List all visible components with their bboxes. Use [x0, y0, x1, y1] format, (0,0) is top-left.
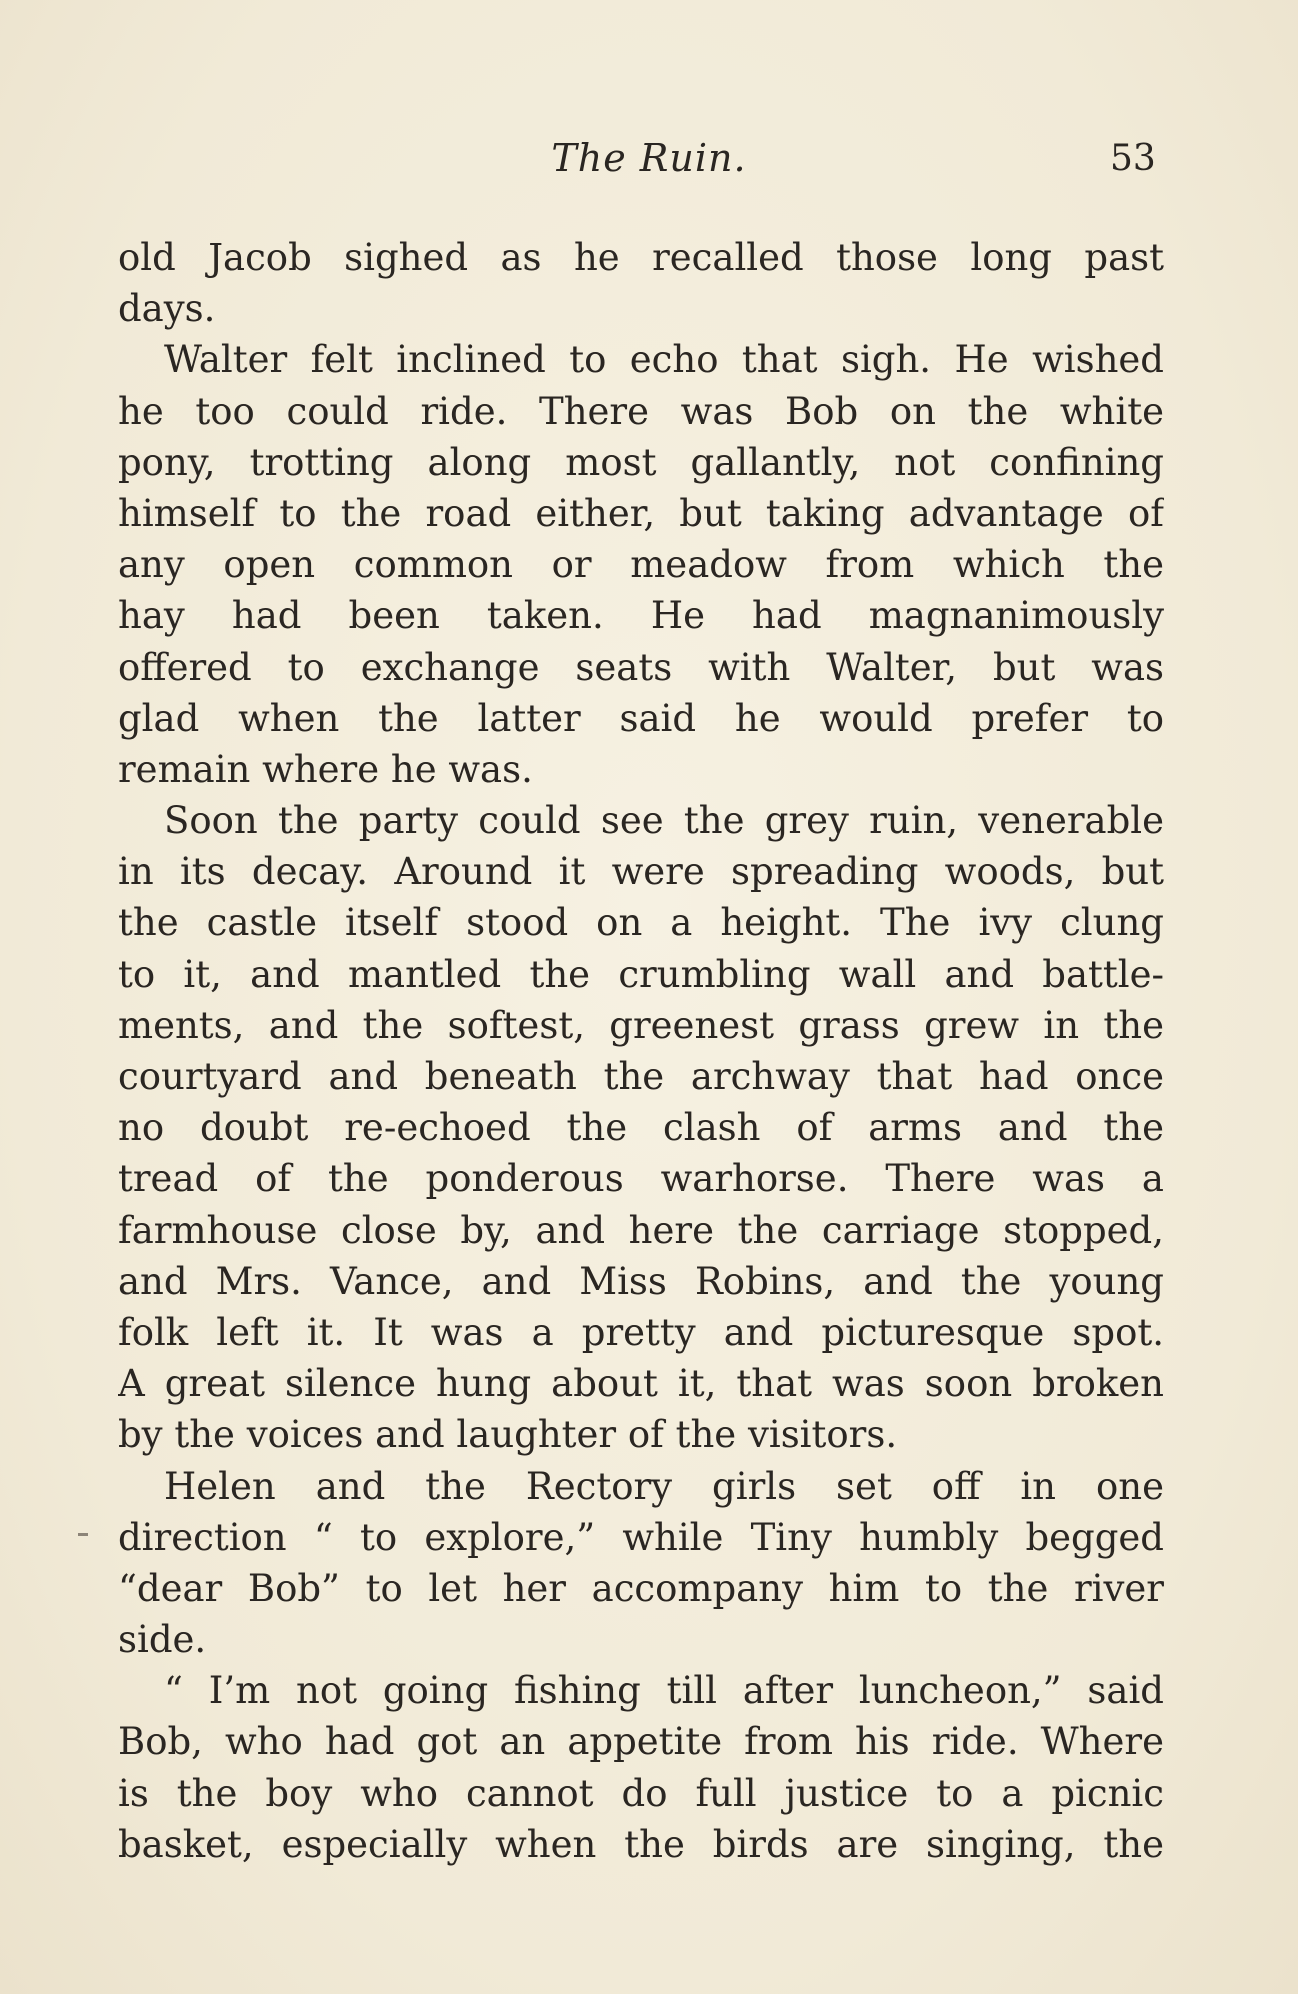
text-line: pony, trotting along most gallantly, not confining — [118, 440, 1164, 484]
text-line: hay had been taken. He had magnanimously — [118, 594, 1164, 638]
margin-mark — [78, 1533, 88, 1536]
running-title: The Ruin. — [551, 136, 747, 180]
text-line: basket, especially when the birds are singing, the — [118, 1822, 1164, 1866]
text-line: glad when the latter said he would prefer to — [118, 696, 1164, 740]
text-line: folk left it. It was a pretty and picturesque spot. — [118, 1310, 1164, 1354]
text-line: courtyard and beneath the archway that had once — [118, 1055, 1164, 1098]
paragraph-first-line: Walter felt inclined to echo that sigh. He wished — [164, 338, 1164, 382]
text-line: any open common or meadow from which the — [118, 543, 1164, 587]
paragraph-first-line: Soon the party could see the grey ruin, venerable — [164, 799, 1164, 843]
page-header — [0, 136, 1298, 186]
text-line: farmhouse close by, and here the carriage stopped, — [118, 1208, 1164, 1252]
text-line: side. — [118, 1618, 207, 1662]
text-line: by the voices and laughter of the visitors. — [118, 1413, 898, 1457]
text-line: to it, and mantled the crumbling wall and battle- — [118, 952, 1164, 996]
text-line: direction “ to explore,” while Tiny humbly begged — [118, 1515, 1164, 1559]
text-line: in its decay. Around it were spreading woods, but — [118, 850, 1164, 894]
text-line: tread of the ponderous warhorse. There was a — [118, 1157, 1164, 1201]
text-line: is the boy who cannot do full justice to a picnic — [118, 1771, 1164, 1815]
text-line: “dear Bob” to let her accompany him to the river — [118, 1566, 1164, 1610]
page-number: 53 — [1110, 138, 1156, 179]
text-line: remain where he was. — [118, 747, 533, 791]
text-line: himself to the road either, but taking advantage of — [118, 491, 1164, 535]
text-line: offered to exchange seats with Walter, but was — [118, 645, 1164, 689]
text-line: old Jacob sighed as he recalled those long past — [118, 236, 1164, 279]
text-line: and Mrs. Vance, and Miss Robins, and the young — [118, 1259, 1164, 1303]
text-line: A great silence hung about it, that was soon broken — [118, 1362, 1164, 1406]
text-line: the castle itself stood on a height. The ivy clung — [118, 901, 1164, 945]
body-text — [118, 232, 1164, 1870]
text-line: ments, and the softest, greenest grass grew in the — [118, 1003, 1164, 1047]
text-line: no doubt re-echoed the clash of arms and the — [118, 1106, 1164, 1150]
text-line: Bob, who had got an appetite from his ride. Where — [118, 1720, 1164, 1764]
text-line: days. — [118, 287, 216, 331]
paragraph-first-line: “ I’m not going fishing till after luncheon,” said — [164, 1669, 1164, 1713]
paragraph-first-line: Helen and the Rectory girls set off in one — [164, 1464, 1164, 1508]
text-line: he too could ride. There was Bob on the white — [118, 389, 1164, 433]
